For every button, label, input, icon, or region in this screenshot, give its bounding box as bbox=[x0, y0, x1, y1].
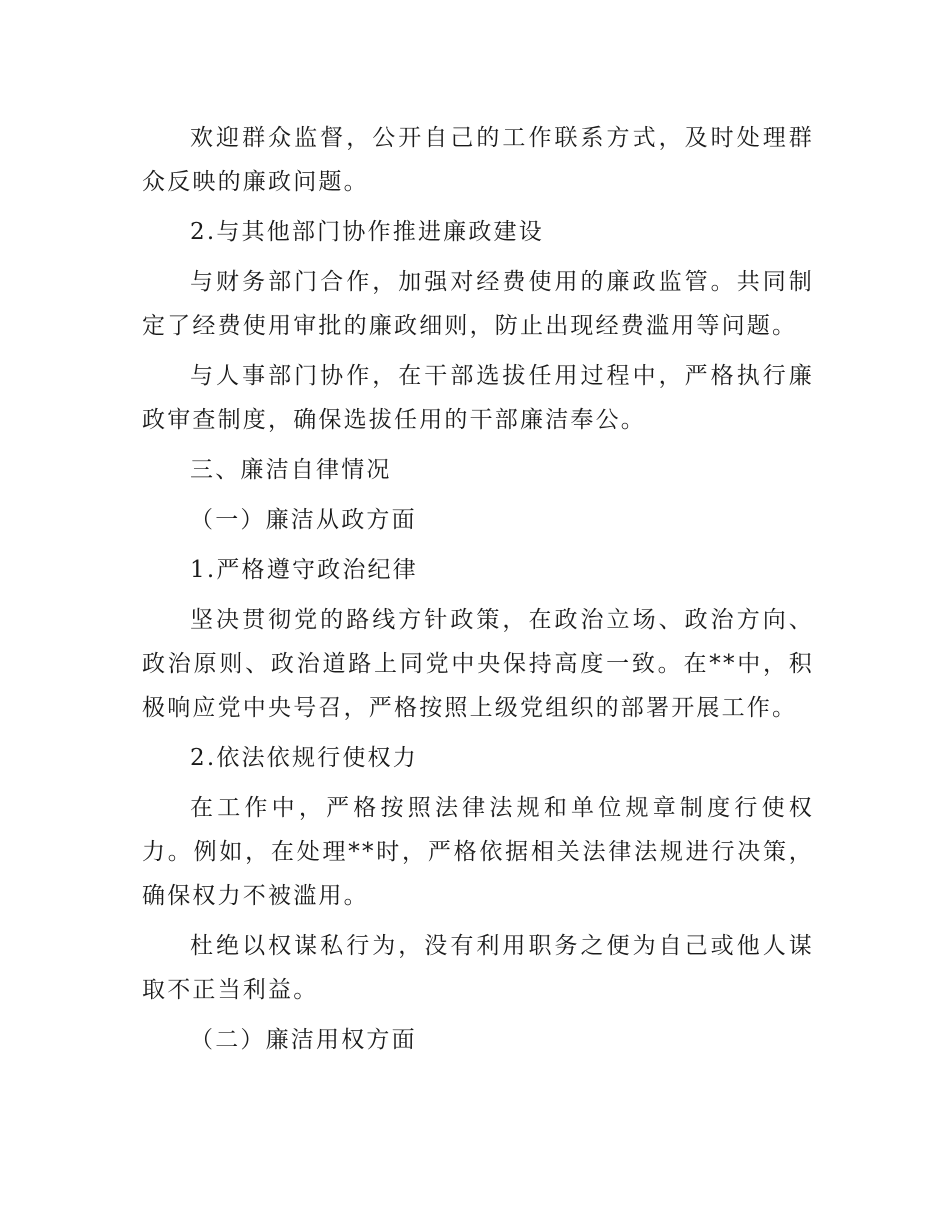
paragraph-lawful-power: 在工作中，严格按照法律法规和单位规章制度行使权力。例如，在处理**时，严格依据相关法律法规进行决策，确保权力不被滥用。 bbox=[142, 795, 814, 909]
section-heading-self-discipline: 三、廉洁自律情况 bbox=[190, 457, 392, 483]
paragraph-political-discipline: 坚决贯彻党的路线方针政策，在政治立场、政治方向、政治原则、政治道路上同党中央保持高度一致。在**中，积极响应党中央号召，严格按照上级党组织的部署开展工作。 bbox=[142, 607, 814, 721]
heading-cooperation: 2.与其他部门协作推进廉政建设 bbox=[190, 219, 544, 245]
paragraph-public-supervision: 欢迎群众监督，公开自己的工作联系方式，及时处理群众反映的廉政问题。 bbox=[142, 125, 814, 195]
heading-lawful-power: 2.依法依规行使权力 bbox=[190, 745, 418, 771]
paragraph-no-abuse: 杜绝以权谋私行为，没有利用职务之便为自己或他人谋取不正当利益。 bbox=[142, 933, 814, 1003]
heading-political-discipline: 1.严格遵守政治纪律 bbox=[190, 557, 418, 583]
paragraph-personnel-cooperation: 与人事部门协作，在干部选拔任用过程中，严格执行廉政审查制度，确保选拔任用的干部廉洁奉公。 bbox=[142, 363, 814, 433]
document-body bbox=[142, 116, 814, 1068]
subsection-heading-integrity-power: （二）廉洁用权方面 bbox=[190, 1027, 417, 1053]
subsection-heading-integrity-governance: （一）廉洁从政方面 bbox=[190, 507, 417, 533]
paragraph-finance-cooperation: 与财务部门合作，加强对经费使用的廉政监管。共同制定了经费使用审批的廉政细则，防止出现经费滥用等问题。 bbox=[142, 269, 814, 339]
